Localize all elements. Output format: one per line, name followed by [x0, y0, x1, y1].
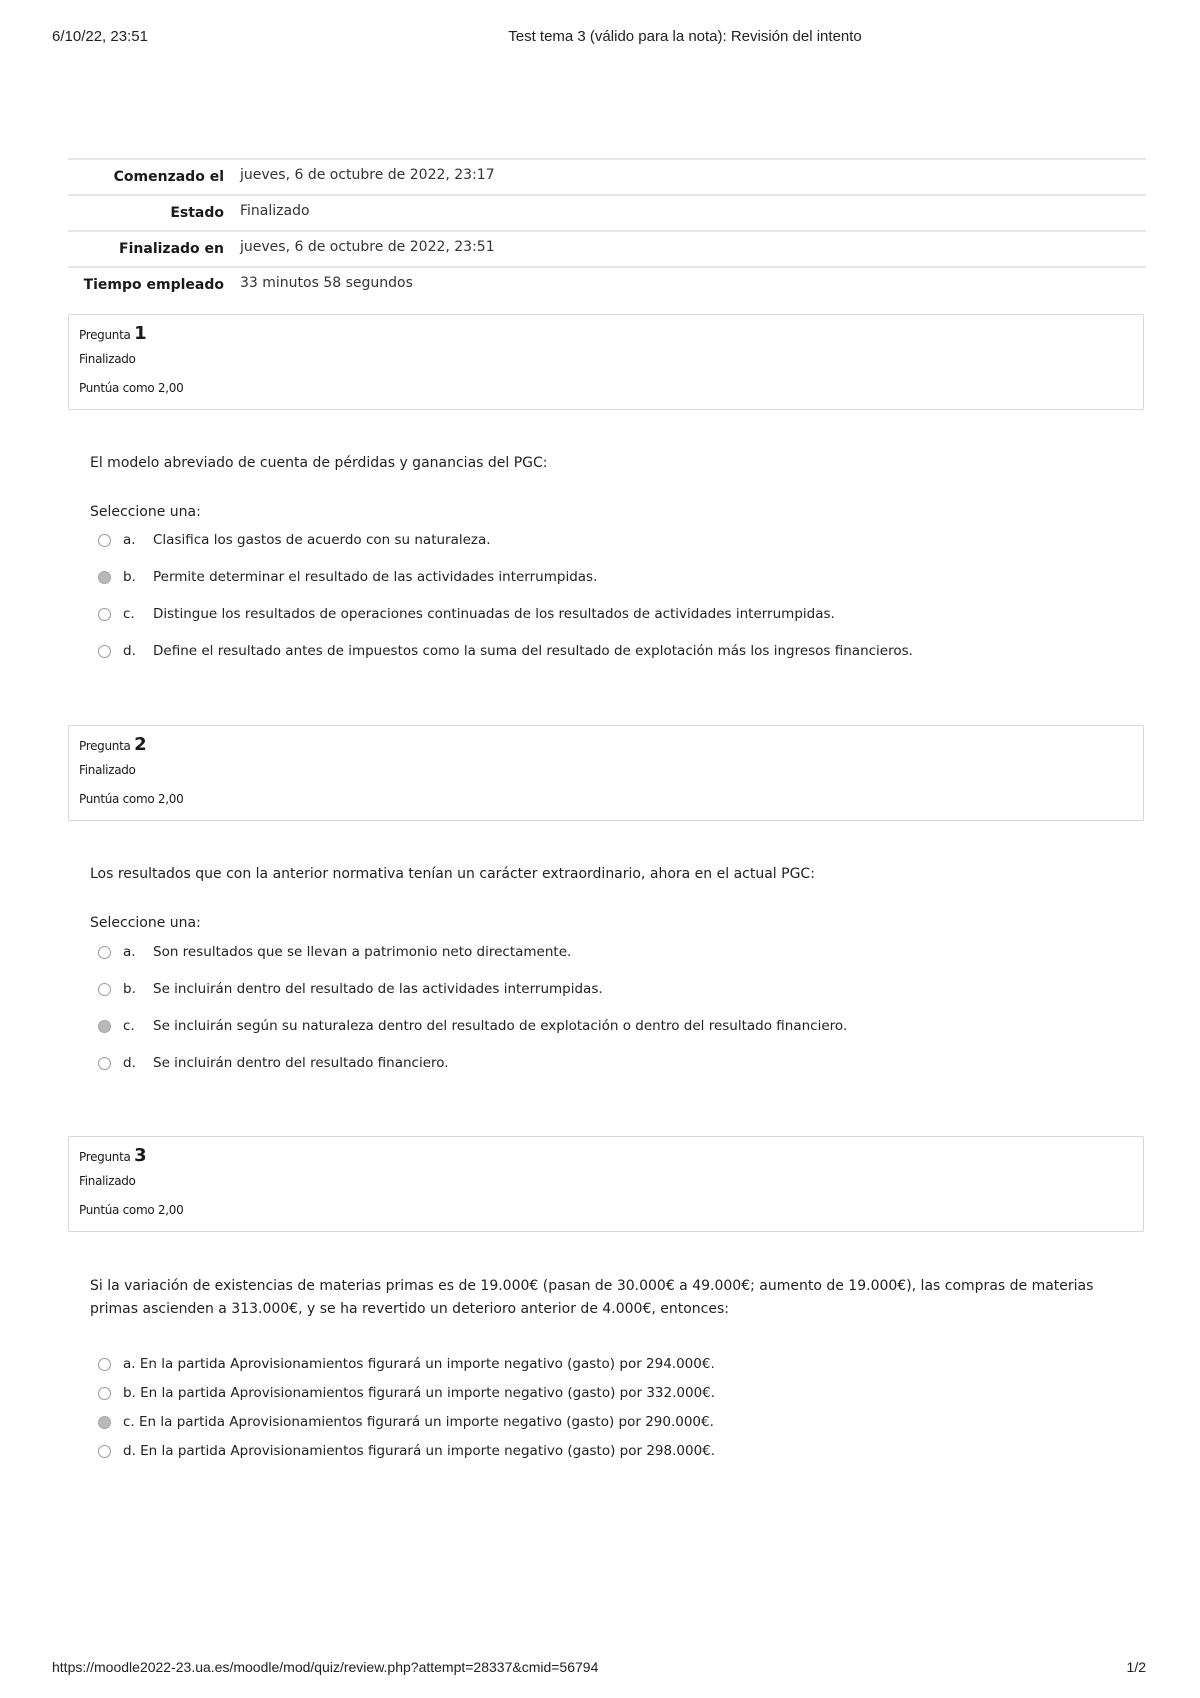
summary-row — [68, 159, 1146, 195]
answer-text: Se incluirán dentro del resultado financiero. — [153, 1055, 449, 1071]
summary-row — [68, 267, 1146, 302]
answer-text: c. En la partida Aprovisionamientos figurará un importe negativo (gasto) por 290.000€. — [123, 1414, 714, 1430]
question-label: Pregunta — [79, 328, 131, 342]
radio-button-selected[interactable] — [98, 1416, 111, 1429]
summary-label: Tiempo empleado — [83, 277, 224, 293]
summary-value: jueves, 6 de octubre de 2022, 23:17 — [240, 167, 495, 183]
radio-button[interactable] — [98, 1358, 111, 1371]
answer-text: Clasifica los gastos de acuerdo con su naturaleza. — [153, 532, 491, 548]
radio-button[interactable] — [98, 946, 111, 959]
answer-prompt: Seleccione una: — [90, 504, 201, 520]
radio-button-selected[interactable] — [98, 571, 111, 584]
attempt-summary-table — [68, 158, 1146, 302]
question-info-box — [68, 1136, 1144, 1232]
answer-text: d. En la partida Aprovisionamientos figurará un importe negativo (gasto) por 298.000€. — [123, 1443, 716, 1459]
question-info-box — [68, 314, 1144, 410]
radio-button[interactable] — [98, 1387, 111, 1400]
print-url: https://moodle2022-23.ua.es/moodle/mod/quiz/review.php?attempt=28337&cmid=56794 — [52, 1659, 599, 1675]
question-state: Finalizado — [79, 1174, 136, 1188]
question-text: Si la variación de existencias de materias primas es de 19.000€ (pasan de 30.000€ a 49.000€; aumento de 19.000€), las compras de materias primas ascienden a 313.000€, y se ha revertido un deterioro anterior de 4.000€, entonces: — [90, 1278, 1094, 1317]
question-number — [79, 1145, 146, 1166]
answer-text: Define el resultado antes de impuestos como la suma del resultado de explotación más los ingresos financieros. — [153, 643, 913, 659]
question-number-value: 3 — [134, 1145, 147, 1166]
question-label: Pregunta — [79, 1150, 131, 1164]
answer-letter: a. — [123, 532, 136, 548]
question-number — [79, 734, 146, 755]
answer-text: a. En la partida Aprovisionamientos figurará un importe negativo (gasto) por 294.000€. — [123, 1356, 715, 1372]
question-number-value: 2 — [134, 734, 147, 755]
answer-text: Se incluirán según su naturaleza dentro del resultado de explotación o dentro del resultado financiero. — [153, 1018, 848, 1034]
question-info-box — [68, 725, 1144, 821]
question-text: Los resultados que con la anterior normativa tenían un carácter extraordinario, ahora en el actual PGC: — [90, 866, 815, 882]
print-title: Test tema 3 (válido para la nota): Revisión del intento — [508, 28, 862, 45]
radio-button[interactable] — [98, 983, 111, 996]
answer-letter: c. — [123, 606, 135, 622]
radio-button[interactable] — [98, 608, 111, 621]
radio-button[interactable] — [98, 1445, 111, 1458]
summary-row — [68, 231, 1146, 267]
summary-label: Finalizado en — [119, 241, 224, 257]
summary-value: jueves, 6 de octubre de 2022, 23:51 — [240, 239, 495, 255]
radio-button[interactable] — [98, 534, 111, 547]
answer-letter: b. — [123, 569, 136, 585]
answer-letter: a. — [123, 944, 136, 960]
answer-letter: c. — [123, 1018, 135, 1034]
answer-text: Se incluirán dentro del resultado de las actividades interrumpidas. — [153, 981, 603, 997]
question-state: Finalizado — [79, 352, 136, 366]
summary-label: Comenzado el — [113, 169, 224, 185]
radio-button[interactable] — [98, 645, 111, 658]
print-date: 6/10/22, 23:51 — [52, 28, 148, 45]
question-label: Pregunta — [79, 739, 131, 753]
summary-value: Finalizado — [240, 203, 310, 219]
radio-button[interactable] — [98, 1057, 111, 1070]
question-number-value: 1 — [134, 323, 147, 344]
answer-prompt: Seleccione una: — [90, 915, 201, 931]
answer-text: b. En la partida Aprovisionamientos figurará un importe negativo (gasto) por 332.000€. — [123, 1385, 716, 1401]
answer-text: Son resultados que se llevan a patrimonio neto directamente. — [153, 944, 572, 960]
question-grade: Puntúa como 2,00 — [79, 1203, 184, 1217]
answer-letter: b. — [123, 981, 136, 997]
summary-value: 33 minutos 58 segundos — [240, 275, 413, 291]
question-text: El modelo abreviado de cuenta de pérdidas y ganancias del PGC: — [90, 455, 548, 471]
summary-row — [68, 195, 1146, 231]
summary-label: Estado — [170, 205, 224, 221]
answer-text: Permite determinar el resultado de las actividades interrumpidas. — [153, 569, 598, 585]
question-number — [79, 323, 146, 344]
answer-text: Distingue los resultados de operaciones continuadas de los resultados de actividades interrumpidas. — [153, 606, 835, 622]
answer-letter: d. — [123, 643, 136, 659]
question-grade: Puntúa como 2,00 — [79, 792, 184, 806]
question-state: Finalizado — [79, 763, 136, 777]
print-page-number: 1/2 — [1126, 1659, 1146, 1675]
question-grade: Puntúa como 2,00 — [79, 381, 184, 395]
radio-button-selected[interactable] — [98, 1020, 111, 1033]
answer-letter: d. — [123, 1055, 136, 1071]
